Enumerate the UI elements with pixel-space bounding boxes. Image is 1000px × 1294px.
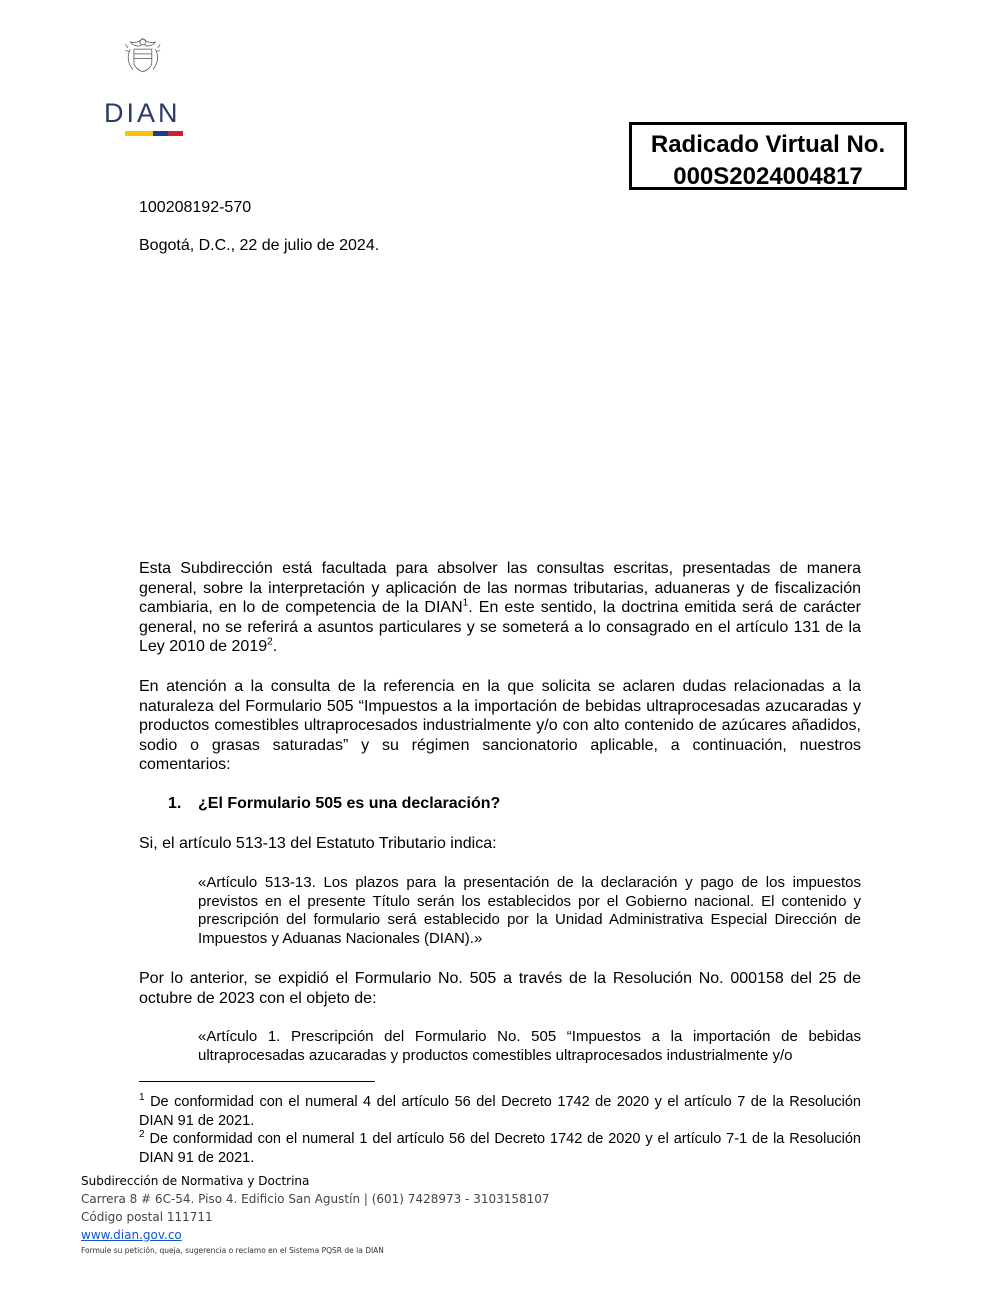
paragraph-articulo: Si, el artículo 513-13 del Estatuto Tributario indica: <box>139 835 497 852</box>
footer-address: Carrera 8 # 6C-54. Piso 4. Edificio San Agustín | (601) 7428973 - 3103158107 <box>81 1192 550 1206</box>
quote-articulo-1: «Artículo 1. Prescripción del Formulario No. 505 “Impuestos a la importación de bebidas ultraprocesadas azucaradas y productos comestibles ultraprocesados industrialmente y/o <box>198 1028 861 1064</box>
paragraph-consulta: En atención a la consulta de la referencia en la que solicita se aclaren dudas relacionadas a la naturaleza del Formulario 505 “Impuestos a la importación de bebidas ultraprocesadas azucaradas y productos comestibles ultraprocesados industrialmente y/o con alto contenido de azúcares añadidos, sodio o grasas saturadas” y su régimen sancionatorio aplicable, a continuación, nuestros comentarios: <box>139 678 861 773</box>
paragraph-intro <box>139 559 861 657</box>
reference-number: 100208192-570 <box>139 199 252 216</box>
date-line: Bogotá, D.C., 22 de julio de 2024. <box>139 237 380 254</box>
footnote-1 <box>139 1093 861 1131</box>
coat-of-arms-icon <box>118 36 188 98</box>
radicado-box <box>629 122 907 190</box>
paragraph-intro-a: Esta Subdirección está facultada para absolver las consultas escritas, presentadas de manera general, sobre la interpretación y aplicación de las normas tributarias, aduaneras y de fiscalización cambiaria, en lo de competencia de la DIAN <box>139 560 861 616</box>
footer-pqsr: Formule su petición, queja, sugerencia o reclamo en el Sistema PQSR de la DIAN <box>81 1246 384 1255</box>
logo-bar-yellow <box>125 131 153 136</box>
logo-bar-blue <box>153 131 168 136</box>
footer-postal: Código postal 111711 <box>81 1210 213 1224</box>
dian-logo-text: DIAN <box>104 98 181 128</box>
footer-title: Subdirección de Normativa y Doctrina <box>81 1174 310 1188</box>
footnote-separator <box>139 1081 375 1082</box>
radicado-number: 000S2024004817 <box>673 163 863 190</box>
paragraph-resolucion: Por lo anterior, se expidió el Formulario No. 505 a través de la Resolución No. 000158 del 25 de octubre de 2023 con el objeto de: <box>139 970 861 1007</box>
footnote-ref-2: 2 <box>267 636 273 648</box>
footnote-2-mark: 2 <box>139 1129 145 1141</box>
footnote-1-text: De conformidad con el numeral 4 del artículo 56 del Decreto 1742 de 2020 y el artículo 7 de la Resolución DIAN 91 de 2021. <box>139 1094 861 1129</box>
footnote-2-text: De conformidad con el numeral 1 del artículo 56 del Decreto 1742 de 2020 y el artículo 7-1 de la Resolución DIAN 91 de 2021. <box>139 1131 861 1166</box>
footer-website-link[interactable]: www.dian.gov.co <box>81 1228 182 1242</box>
footnote-2 <box>139 1130 861 1168</box>
paragraph-intro-c: . <box>272 638 278 655</box>
quote-articulo-513-13: «Artículo 513-13. Los plazos para la presentación de la declaración y pago de los impuestos previstos en el presente Título serán los establecidos por el Gobierno nacional. El contenido y prescripción del formulario será establecido por la Unidad Administrativa Especial Dirección de Impuestos y Aduanas Nacionales (DIAN).» <box>198 874 861 947</box>
footnote-ref-1: 1 <box>462 597 469 609</box>
question-number: 1. <box>168 795 182 812</box>
question-text: ¿El Formulario 505 es una declaración? <box>198 795 501 812</box>
paragraph-intro-b: . En este sentido, la doctrina emitida será de carácter general, no se referirá a asuntos particulares y se someterá a lo consagrado en el artículo 131 de la Ley 2010 de 2019 <box>139 599 861 655</box>
radicado-label: Radicado Virtual No. <box>650 131 886 158</box>
footnote-1-mark: 1 <box>139 1092 145 1104</box>
question-heading <box>168 795 500 813</box>
logo-bar-red <box>168 131 183 136</box>
